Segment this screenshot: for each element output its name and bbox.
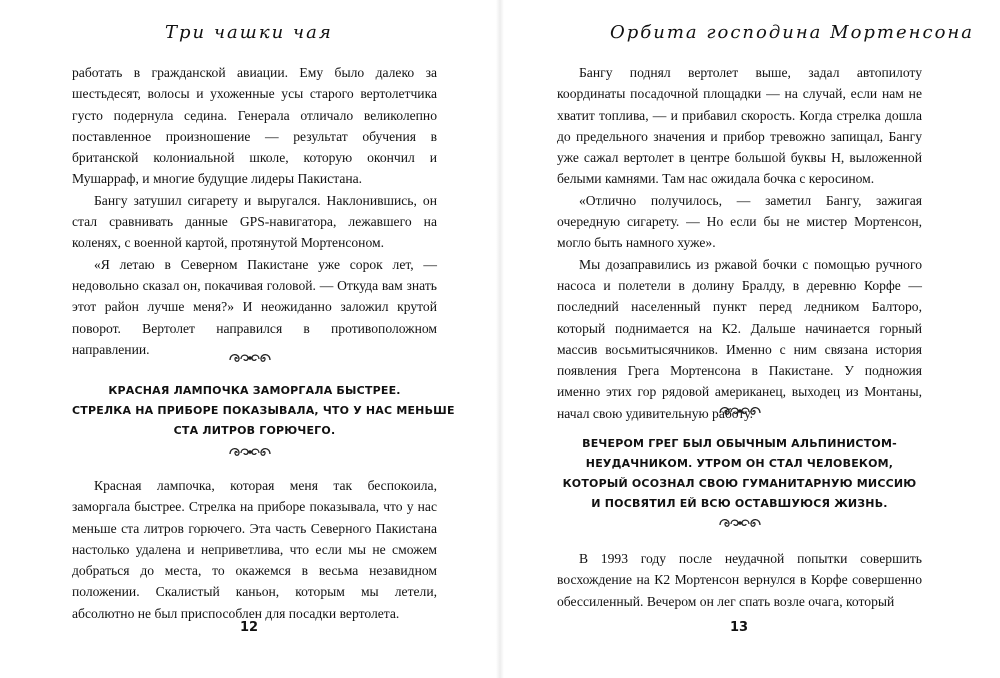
quote-line: СТРЕЛКА НА ПРИБОРЕ ПОКАЗЫВАЛА, ЧТО У НАС МЕНЬШЕ — [72, 404, 455, 417]
page-number-left: 12 — [240, 620, 259, 635]
quote-line: КРАСНАЯ ЛАМПОЧКА ЗАМОРГАЛА БЫСТРЕЕ. — [108, 384, 401, 397]
quote-line: КОТОРЫЙ ОСОЗНАЛ СВОЮ ГУМАНИТАРНУЮ МИССИЮ — [562, 477, 917, 490]
quote-line: НЕУДАЧНИКОМ. УТРОМ ОН СТАЛ ЧЕЛОВЕКОМ, — [585, 457, 894, 470]
running-head-left: Три чашки чая — [165, 22, 333, 43]
right-page — [500, 0, 1000, 678]
pull-quote-left — [72, 381, 455, 441]
quote-line: СТА ЛИТРОВ ГОРЮЧЕГО. — [173, 424, 336, 437]
ornament-divider — [228, 351, 272, 365]
ornament-divider — [718, 516, 762, 530]
paragraph: Бангу поднял вертолет выше, задал автопилоту координаты посадочной площадки — на случай, если нам не хватит топлива, — и прибавил скорость. Когда стрелка дошла до предельного значения и прибор тревожно запищал, Бангу уже сажал вертолет в центре большой буквы H, выложенной белыми камнями. Там нас ожидала бочка с керосином. — [557, 65, 922, 187]
paragraph: Красная лампочка, которая меня так беспокоила, заморгала быстрее. Стрелка на приборе показывала, что у нас меньше ста литров горючего. Эта часть Северного Пакистана настолько удалена и неприветлива, что если мы не сможем добраться до места, то окажемся в весьма незавидном положении. Скалистый каньон, которым мы летели, абсолютно не был приспособлен для посадки вертолета. — [72, 478, 437, 621]
right-text-block-1 — [557, 62, 922, 424]
right-text-block-2 — [557, 548, 922, 612]
paragraph: «Отлично получилось, — заметил Бангу, зажигая очередную сигарету. — Но если бы не мистер Мортенсон, могло быть намного хуже». — [557, 192, 922, 251]
paragraph: Бангу затушил сигарету и выругался. Наклонившись, он стал сравнивать данные GPS-навигатора, лежавшего на коленях, с военной картой, протянутой Мортенсоном. — [72, 192, 437, 251]
running-head-right: Орбита господина Мортенсона — [610, 22, 975, 43]
left-text-block-1 — [72, 62, 437, 360]
quote-line: И ПОСВЯТИЛ ЕЙ ВСЮ ОСТАВШУЮСЯ ЖИЗНЬ. — [591, 497, 888, 510]
paragraph: Мы дозаправились из ржавой бочки с помощью ручного насоса и полетели в долину Бралду, в деревню Корфе — последний населенный пункт перед ледником Балторо, который поднимается на К2. Дальше начинается горный массив восьмитысячников. Именно с ним связана история появления Грега Мортенсона в Пакистане. У подножия именно этих гор рядовой американец, выходец из Монтаны, начал свою удивительную работу. — [557, 256, 922, 421]
left-text-block-2 — [72, 475, 437, 624]
pull-quote-right — [557, 434, 922, 514]
page-number-right: 13 — [730, 620, 749, 635]
ornament-divider — [228, 445, 272, 459]
paragraph: работать в гражданской авиации. Ему было далеко за шестьдесят, волосы и ухоженные усы старого вертолетчика густо подернула седина. Генерала отличало великолепно поставленное произношение — результат обучения в британской колониальной школе, которую окончил и Мушарраф, и многие будущие лидеры Пакистана. — [72, 65, 437, 187]
paragraph: В 1993 году после неудачной попытки совершить восхождение на К2 Мортенсон вернулся в Корфе совершенно обессиленный. Вечером он лег спать возле очага, который — [557, 551, 922, 609]
quote-line: ВЕЧЕРОМ ГРЕГ БЫЛ ОБЫЧНЫМ АЛЬПИНИСТОМ- — [582, 437, 897, 450]
paragraph: «Я летаю в Северном Пакистане уже сорок лет, — недовольно сказал он, покачивая головой. — Откуда вам знать этот район лучше меня?» И неожиданно заложил крутой поворот. Вертолет направился в противоположном направлении. — [72, 256, 437, 357]
ornament-divider — [718, 404, 762, 418]
